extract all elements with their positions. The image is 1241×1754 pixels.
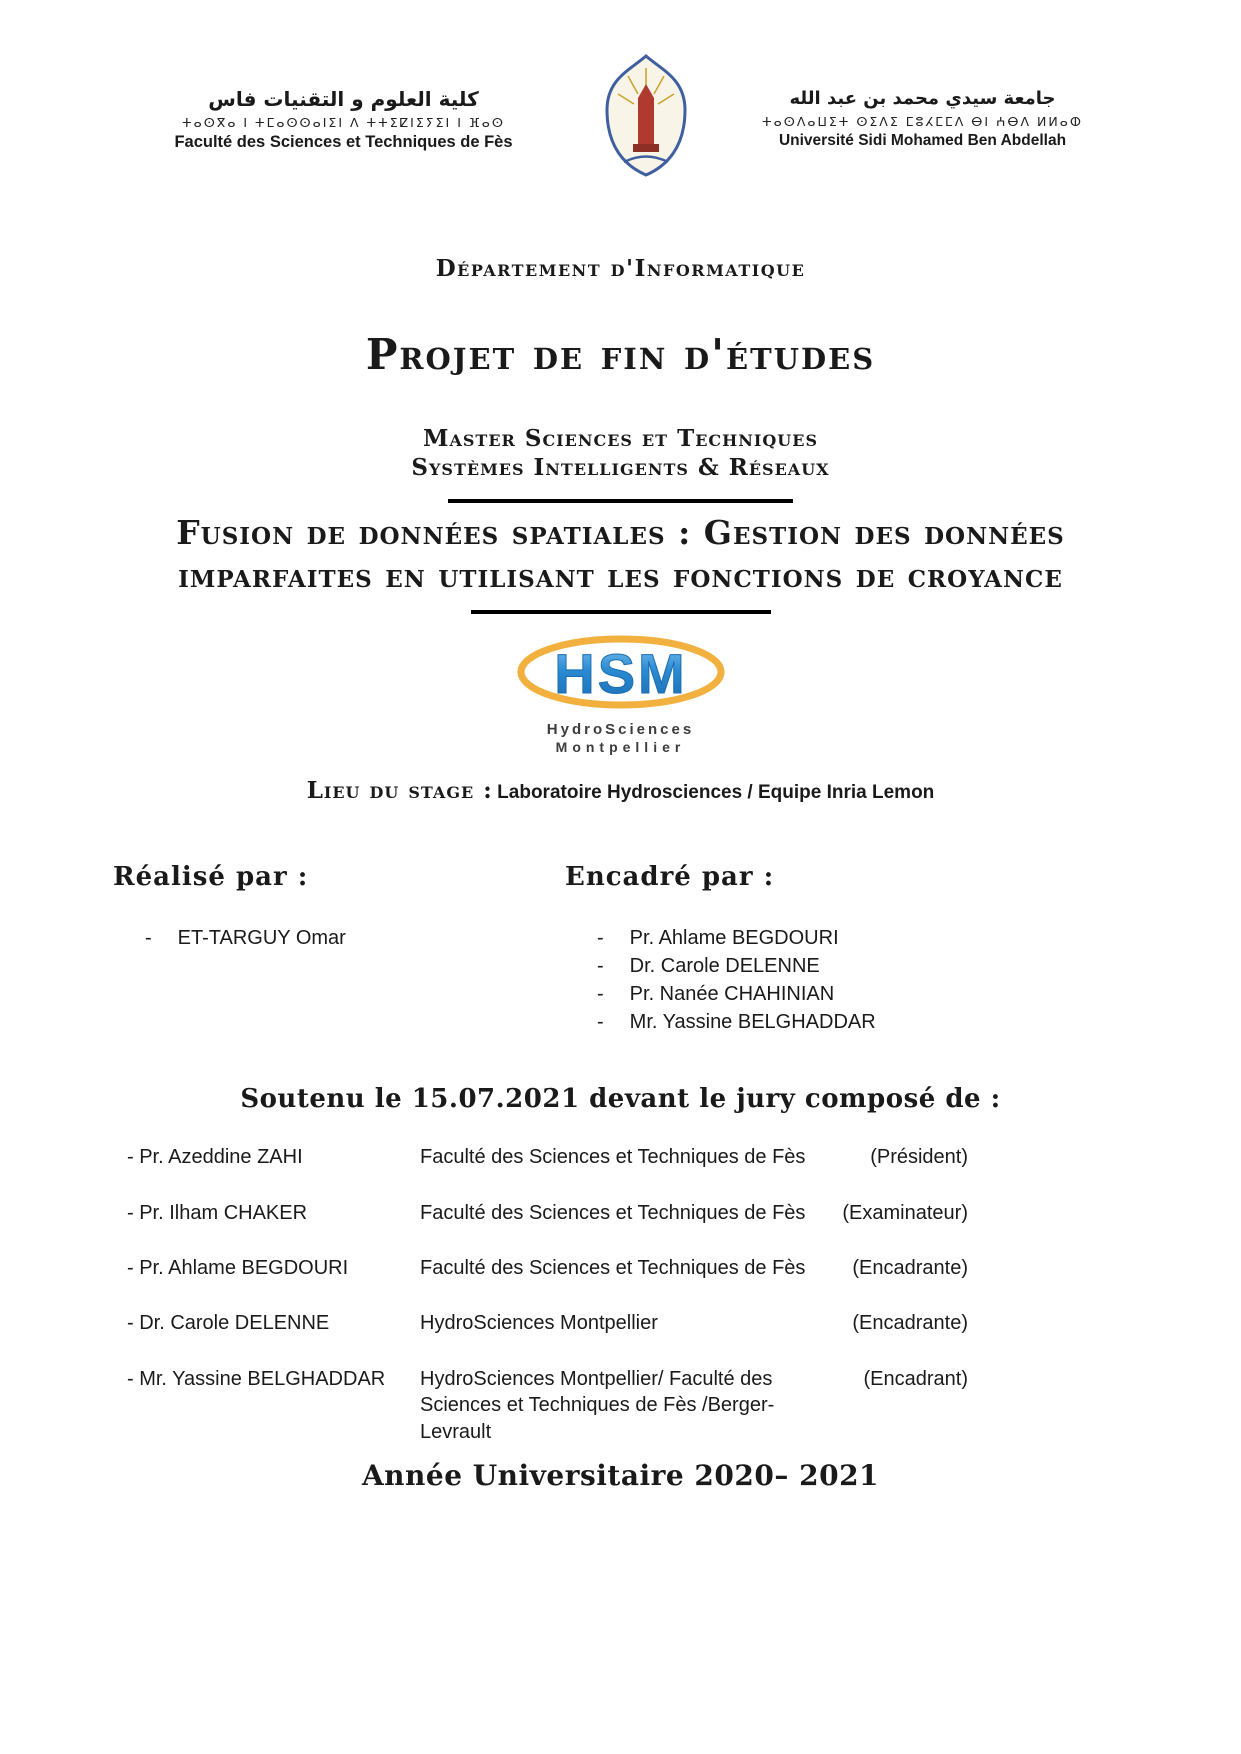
jury-table	[0, 1144, 1241, 1445]
university-name-tifinagh: ⵜⴰⵙⴷⴰⵡⵉⵜ ⵙⵉⴷⵉ ⵎⵓⵃⵎⵎⴷ ⴱⵏ ⵄⴱⴷ ⵍⵍⴰⵀ	[762, 113, 1083, 129]
jury-member-name: - Dr. Carole DELENNE	[127, 1312, 330, 1335]
jury-member-affiliation: Faculté des Sciences et Techniques de Fès	[420, 1201, 806, 1224]
university-block	[748, 87, 1098, 149]
master-program	[0, 425, 1241, 483]
separator-rule-top	[448, 499, 793, 503]
supervisor-column	[565, 862, 1241, 1036]
supervisor-list	[597, 924, 1241, 1036]
jury-member-role: (Président)	[870, 1146, 968, 1169]
list-dash-marker: -	[145, 927, 152, 950]
university-name-french: Université Sidi Mohamed Ben Abdellah	[778, 131, 1067, 149]
list-dash-marker: -	[597, 983, 604, 1006]
hsm-logo	[0, 634, 1241, 755]
jury-member-affiliation: Faculté des Sciences et Techniques de Fès	[420, 1146, 806, 1169]
author-column	[113, 862, 565, 1036]
academic-year: Année Universitaire 2020– 2021	[361, 1458, 880, 1492]
author-heading: Réalisé par :	[113, 862, 309, 893]
list-dash-marker: -	[597, 955, 604, 978]
jury-member-name: - Pr. Ahlame BEGDOURI	[127, 1257, 349, 1280]
master-program-line2: Systèmes Intelligents & Réseaux	[411, 453, 830, 481]
supervisor-item	[597, 952, 1241, 980]
supervisor-name: Mr. Yassine BELGHADDAR	[629, 1011, 876, 1034]
jury-member-name: - Pr. Ilham CHAKER	[127, 1201, 308, 1224]
supervisor-name: Pr. Nanée CHAHINIAN	[629, 983, 835, 1006]
list-dash-marker: -	[597, 1011, 604, 1034]
jury-member-role: (Encadrante)	[852, 1312, 968, 1335]
faculty-block	[144, 86, 544, 152]
separator-rule-bottom	[471, 610, 771, 614]
supervisor-item	[597, 1008, 1241, 1036]
jury-member-role: (Encadrante)	[852, 1257, 968, 1280]
internship-location-value: Laboratoire Hydrosciences / Equipe Inria Lemon	[497, 782, 935, 804]
internship-location-label: Lieu du stage :	[306, 777, 493, 805]
jury-member-affiliation: HydroSciences Montpellier/ Faculté des Sciences et Techniques de Fès /Berger-Levrault	[420, 1367, 775, 1443]
jury-member-name: - Mr. Yassine BELGHADDAR	[127, 1367, 386, 1390]
university-emblem-logo	[586, 52, 706, 185]
report-type-title: Projet de fin d'études	[365, 330, 876, 379]
authors-supervisors-section	[0, 862, 1241, 1036]
faculty-name-french: Faculté des Sciences et Techniques de Fès	[174, 132, 513, 151]
hsm-logo-icon	[501, 634, 741, 722]
jury-member-affiliation: HydroSciences Montpellier	[420, 1312, 658, 1335]
list-dash-marker: -	[597, 927, 604, 950]
hsm-logo-line1: HydroSciences	[546, 721, 695, 739]
supervisor-name: Dr. Carole DELENNE	[629, 955, 820, 978]
header	[0, 0, 1241, 185]
supervisor-name: Pr. Ahlame BEGDOURI	[629, 927, 839, 950]
internship-location	[0, 777, 1241, 804]
jury-member-role: (Encadrant)	[863, 1367, 968, 1390]
supervisor-item	[597, 980, 1241, 1008]
university-name-arabic: جامعة سيدي محمد بن عبد الله	[789, 88, 1056, 110]
supervisor-heading: Encadré par :	[565, 862, 775, 893]
hsm-acronym: HSM	[553, 642, 688, 706]
master-program-line1: Master Sciences et Techniques	[423, 425, 818, 452]
faculty-name-tifinagh: ⵜⴰⵙⴳⴰ ⵏ ⵜⵎⴰⵙⵙⴰⵏⵉⵏ ⴷ ⵜⵜⵉⵇⵏⵉⵢⵉⵏ ⵏ ⴼⴰⵙ	[182, 114, 505, 130]
author-list	[145, 924, 565, 952]
jury-member-role: (Examinateur)	[842, 1201, 968, 1224]
hsm-logo-line2: Montpellier	[555, 739, 686, 756]
thesis-title: Fusion de données spatiales : Gestion des données imparfaites en utilisant les fonctions de croyance	[176, 512, 1065, 596]
author-item	[145, 924, 565, 952]
university-emblem-icon	[588, 52, 704, 180]
supervisor-item	[597, 924, 1241, 952]
author-name: ET-TARGUY Omar	[177, 927, 346, 950]
defense-heading: Soutenu le 15.07.2021 devant le jury composé de :	[240, 1084, 1001, 1115]
jury-member-affiliation: Faculté des Sciences et Techniques de Fès	[420, 1257, 806, 1280]
faculty-name-arabic: كلية العلوم و التقنيات فاس	[208, 86, 479, 111]
jury-member-name: - Pr. Azeddine ZAHI	[127, 1146, 303, 1169]
department-title: Département d'Informatique	[435, 255, 806, 282]
